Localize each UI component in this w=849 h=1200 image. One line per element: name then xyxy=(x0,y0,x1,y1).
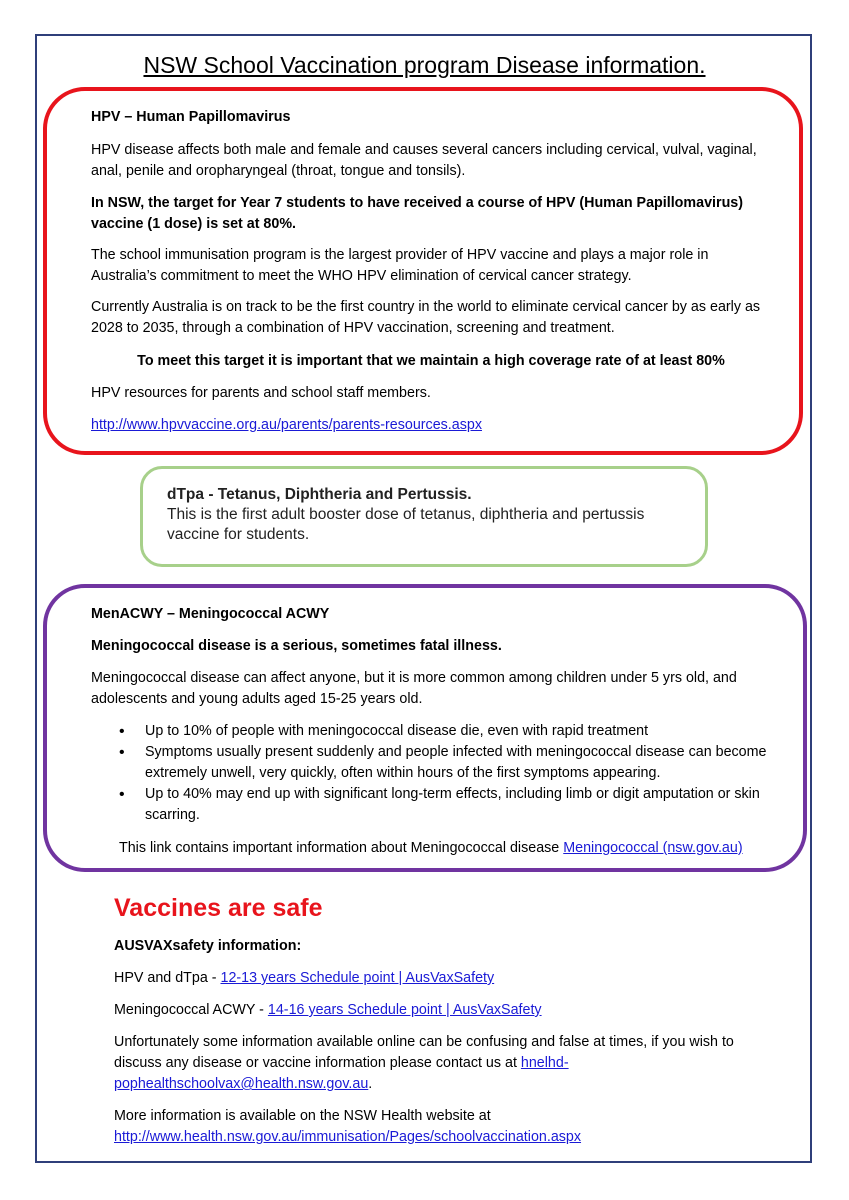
dtpa-description: This is the first adult booster dose of tetanus, diphtheria and pertussis vaccine for students. xyxy=(167,506,645,543)
list-item: • Up to 10% of people with meningococcal disease die, even with rapid treatment xyxy=(145,721,815,742)
contact-paragraph: Unfortunately some information available online can be confusing and false at times, if you wish to discuss any disease or vaccine information please contact us at xyxy=(114,1034,734,1071)
page-title: NSW School Vaccination program Disease information. xyxy=(143,52,706,78)
menacwy-link-text: This link contains important information about Meningococcal disease xyxy=(119,840,560,856)
more-info-text: More information is available on the NSW Health website at xyxy=(114,1108,491,1124)
list-item: • Symptoms usually present suddenly and people infected with meningococcal disease can become extremely unwell, very quickly, often within hours of the first symptoms appearing. xyxy=(145,742,815,784)
menacwy-heading: MenACWY – Meningococcal ACWY xyxy=(91,606,330,622)
menacwy-bullet-list xyxy=(96,721,815,826)
hpv-resources-label: HPV resources for parents and school staff members. xyxy=(91,385,431,401)
hpv-dtpa-label: HPV and dTpa - xyxy=(114,970,217,986)
hpv-coverage-goal: To meet this target it is important that we maintain a high coverage rate of at least 80% xyxy=(137,353,725,369)
list-item: • Up to 40% may end up with significant long-term effects, including limb or digit amputation or skin scarring. xyxy=(145,784,815,826)
ausvax-subheading: AUSVAXsafety information: xyxy=(114,938,302,954)
hpv-paragraph-4: Currently Australia is on track to be the first country in the world to eliminate cervical cancer by as early as 2028 to 2035, through a combination of HPV vaccination, screening and treatment. xyxy=(91,299,761,336)
ausvax-14-16-link[interactable]: 14-16 years Schedule point | AusVaxSafety xyxy=(267,1002,542,1018)
contact-email-link[interactable]: hnelhd-pophealthschoolvax@health.nsw.gov.au xyxy=(114,1055,569,1092)
vaccines-safe-heading: Vaccines are safe xyxy=(114,894,323,922)
hpv-resources-link[interactable]: http://www.hpvvaccine.org.au/parents/parents-resources.aspx xyxy=(91,417,482,433)
menacwy-label: Meningococcal ACWY - xyxy=(114,1002,264,1018)
hpv-target-statement: In NSW, the target for Year 7 students to have received a course of HPV (Human Papillomavirus) vaccine (1 dose) is set at 80%. xyxy=(91,195,744,232)
contact-paragraph-end: . xyxy=(368,1076,373,1092)
menacwy-paragraph: Meningococcal disease can affect anyone, but it is more common among children under 5 yrs old, and adolescents and young adults aged 15-25 years old. xyxy=(91,670,737,707)
hpv-paragraph-1: HPV disease affects both male and female and causes several cancers including cervical, vulval, vaginal, anal, penile and oropharyngeal (throat, tongue and tonsils). xyxy=(91,142,757,179)
hpv-paragraph-3: The school immunisation program is the largest provider of HPV vaccine and plays a major role in Australia’s commitment to meet the WHO HPV elimination of cervical cancer strategy. xyxy=(91,247,709,284)
nsw-health-link[interactable]: http://www.health.nsw.gov.au/immunisation/Pages/schoolvaccination.aspx xyxy=(114,1129,582,1145)
meningococcal-link[interactable]: Meningococcal (nsw.gov.au) xyxy=(563,840,743,856)
dtpa-heading: dTpa - Tetanus, Diphtheria and Pertussis. xyxy=(167,486,472,503)
menacwy-severity-statement: Meningococcal disease is a serious, sometimes fatal illness. xyxy=(91,638,502,654)
ausvax-12-13-link[interactable]: 12-13 years Schedule point | AusVaxSafety xyxy=(220,970,495,986)
hpv-heading: HPV – Human Papillomavirus xyxy=(91,109,291,125)
